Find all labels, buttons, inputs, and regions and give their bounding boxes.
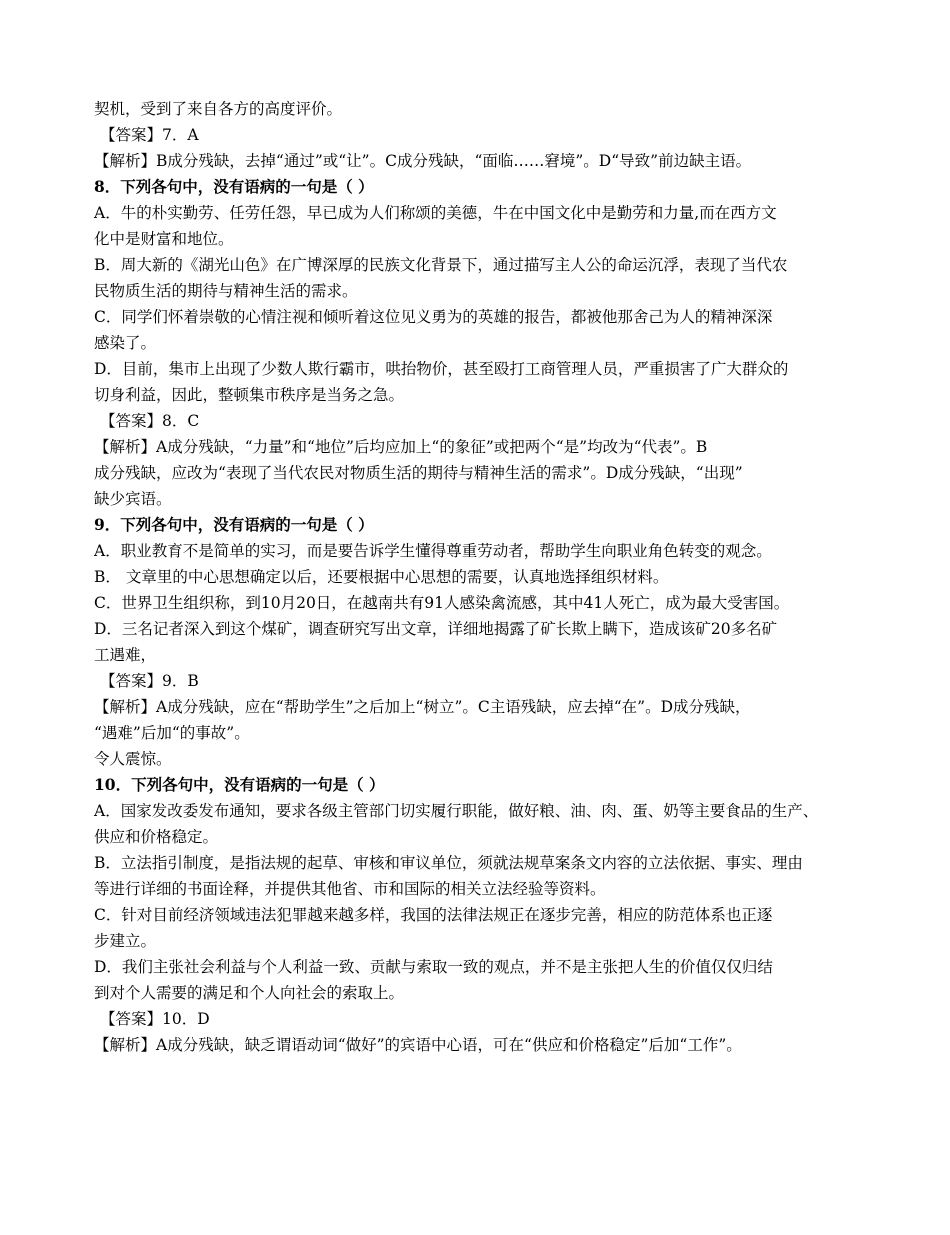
answer-line: 【答案】7．A [100, 126, 199, 144]
answer-line: 【答案】9．B [100, 672, 199, 690]
text-line: D．目前，集市上出现了少数人欺行霸市，哄抬物价，甚至殴打工商管理人员，严重损害了广大群众的 [94, 360, 789, 378]
text-line: 【解析】B成分残缺，去掉“通过”或“让”。C成分残缺，“面临……窘境”。D“导致”前边缺主语。 [94, 152, 752, 170]
text-line: 化中是财富和地位。 [94, 230, 234, 248]
text-line: 【解析】A成分残缺，应在“帮助学生”之后加上“树立”。C主语残缺，应去掉“在”。D成分残缺， [94, 698, 751, 716]
text-line: 民物质生活的期待与精神生活的需求。 [94, 282, 358, 300]
text-line: 成分残缺，应改为“表现了当代农民对物质生活的期待与精神生活的需求”。D成分残缺，“出现” [94, 464, 743, 482]
text-line: A．国家发改委发布通知，要求各级主管部门切实履行职能，做好粮、油、肉、蛋、奶等主要食品的生产、 [94, 802, 819, 820]
text-line: D．我们主张社会利益与个人利益一致、贡献与索取一致的观点，并不是主张把人生的价值仅仅归结 [94, 958, 773, 976]
question-heading: 8．下列各句中，没有语病的一句是（ ） [94, 177, 374, 196]
text-line: 到对个人需要的满足和个人向社会的索取上。 [94, 984, 405, 1002]
text-line: A．牛的朴实勤劳、任劳任怨，早已成为人们称颂的美德，牛在中国文化中是勤劳和力量,而在西方文 [94, 204, 777, 222]
text-line: 契机，受到了来自各方的高度评价。 [94, 100, 343, 118]
text-line: C．针对目前经济领域违法犯罪越来越多样，我国的法律法规正在逐步完善，相应的防范体系也正逐 [94, 906, 773, 924]
answer-line: 【答案】8．C [100, 412, 200, 430]
question-heading: 10．下列各句中，没有语病的一句是（ ） [94, 775, 385, 794]
text-line: 感染了。 [94, 334, 157, 352]
question-heading: 9．下列各句中，没有语病的一句是（ ） [94, 515, 374, 534]
text-line: 令人震惊。 [94, 750, 172, 768]
document-page [94, 96, 864, 1058]
text-line: 工遇难， [94, 646, 157, 664]
text-line: D．三名记者深入到这个煤矿，调查研究写出文章，详细地揭露了矿长欺上瞒下，造成该矿20多名矿 [94, 620, 778, 638]
answer-line: 【答案】10．D [100, 1010, 210, 1028]
text-line: 供应和价格稳定。 [94, 828, 219, 846]
text-line: 【解析】A成分残缺，“力量”和“地位”后均应加上“的象征”或把两个“是”均改为“代表”。B [94, 438, 708, 456]
text-line: 切身利益，因此，整顿集市秩序是当务之急。 [94, 386, 405, 404]
text-line: B． 文章里的中心思想确定以后，还要根据中心思想的需要，认真地选择组织材料。 [94, 568, 669, 586]
text-line: C．同学们怀着崇敬的心情注视和倾听着这位见义勇为的英雄的报告，都被他那舍己为人的精神深深 [94, 308, 773, 326]
text-line: B．立法指引制度，是指法规的起草、审核和审议单位，须就法规草案条文内容的立法依据、事实、理由 [94, 854, 803, 872]
text-line: B．周大新的《湖光山色》在广博深厚的民族文化背景下，通过描写主人公的命运沉浮，表现了当代农 [94, 256, 788, 274]
text-line: 等进行详细的书面诠释，并提供其他省、市和国际的相关立法经验等资料。 [94, 880, 606, 898]
text-line: C．世界卫生组织称，到10月20日，在越南共有91人感染禽流感，其中41人死亡，成为最大受害国。 [94, 594, 790, 612]
text-line: 【解析】A成分残缺，缺乏谓语动词“做好”的宾语中心语，可在“供应和价格稳定”后加“工作”。 [94, 1036, 742, 1054]
text-line: “遇难”后加“的事故”。 [94, 724, 250, 742]
text-line: A．职业教育不是简单的实习，而是要告诉学生懂得尊重劳动者，帮助学生向职业角色转变的观念。 [94, 542, 772, 560]
text-line: 缺少宾语。 [94, 490, 172, 508]
text-line: 步建立。 [94, 932, 157, 950]
